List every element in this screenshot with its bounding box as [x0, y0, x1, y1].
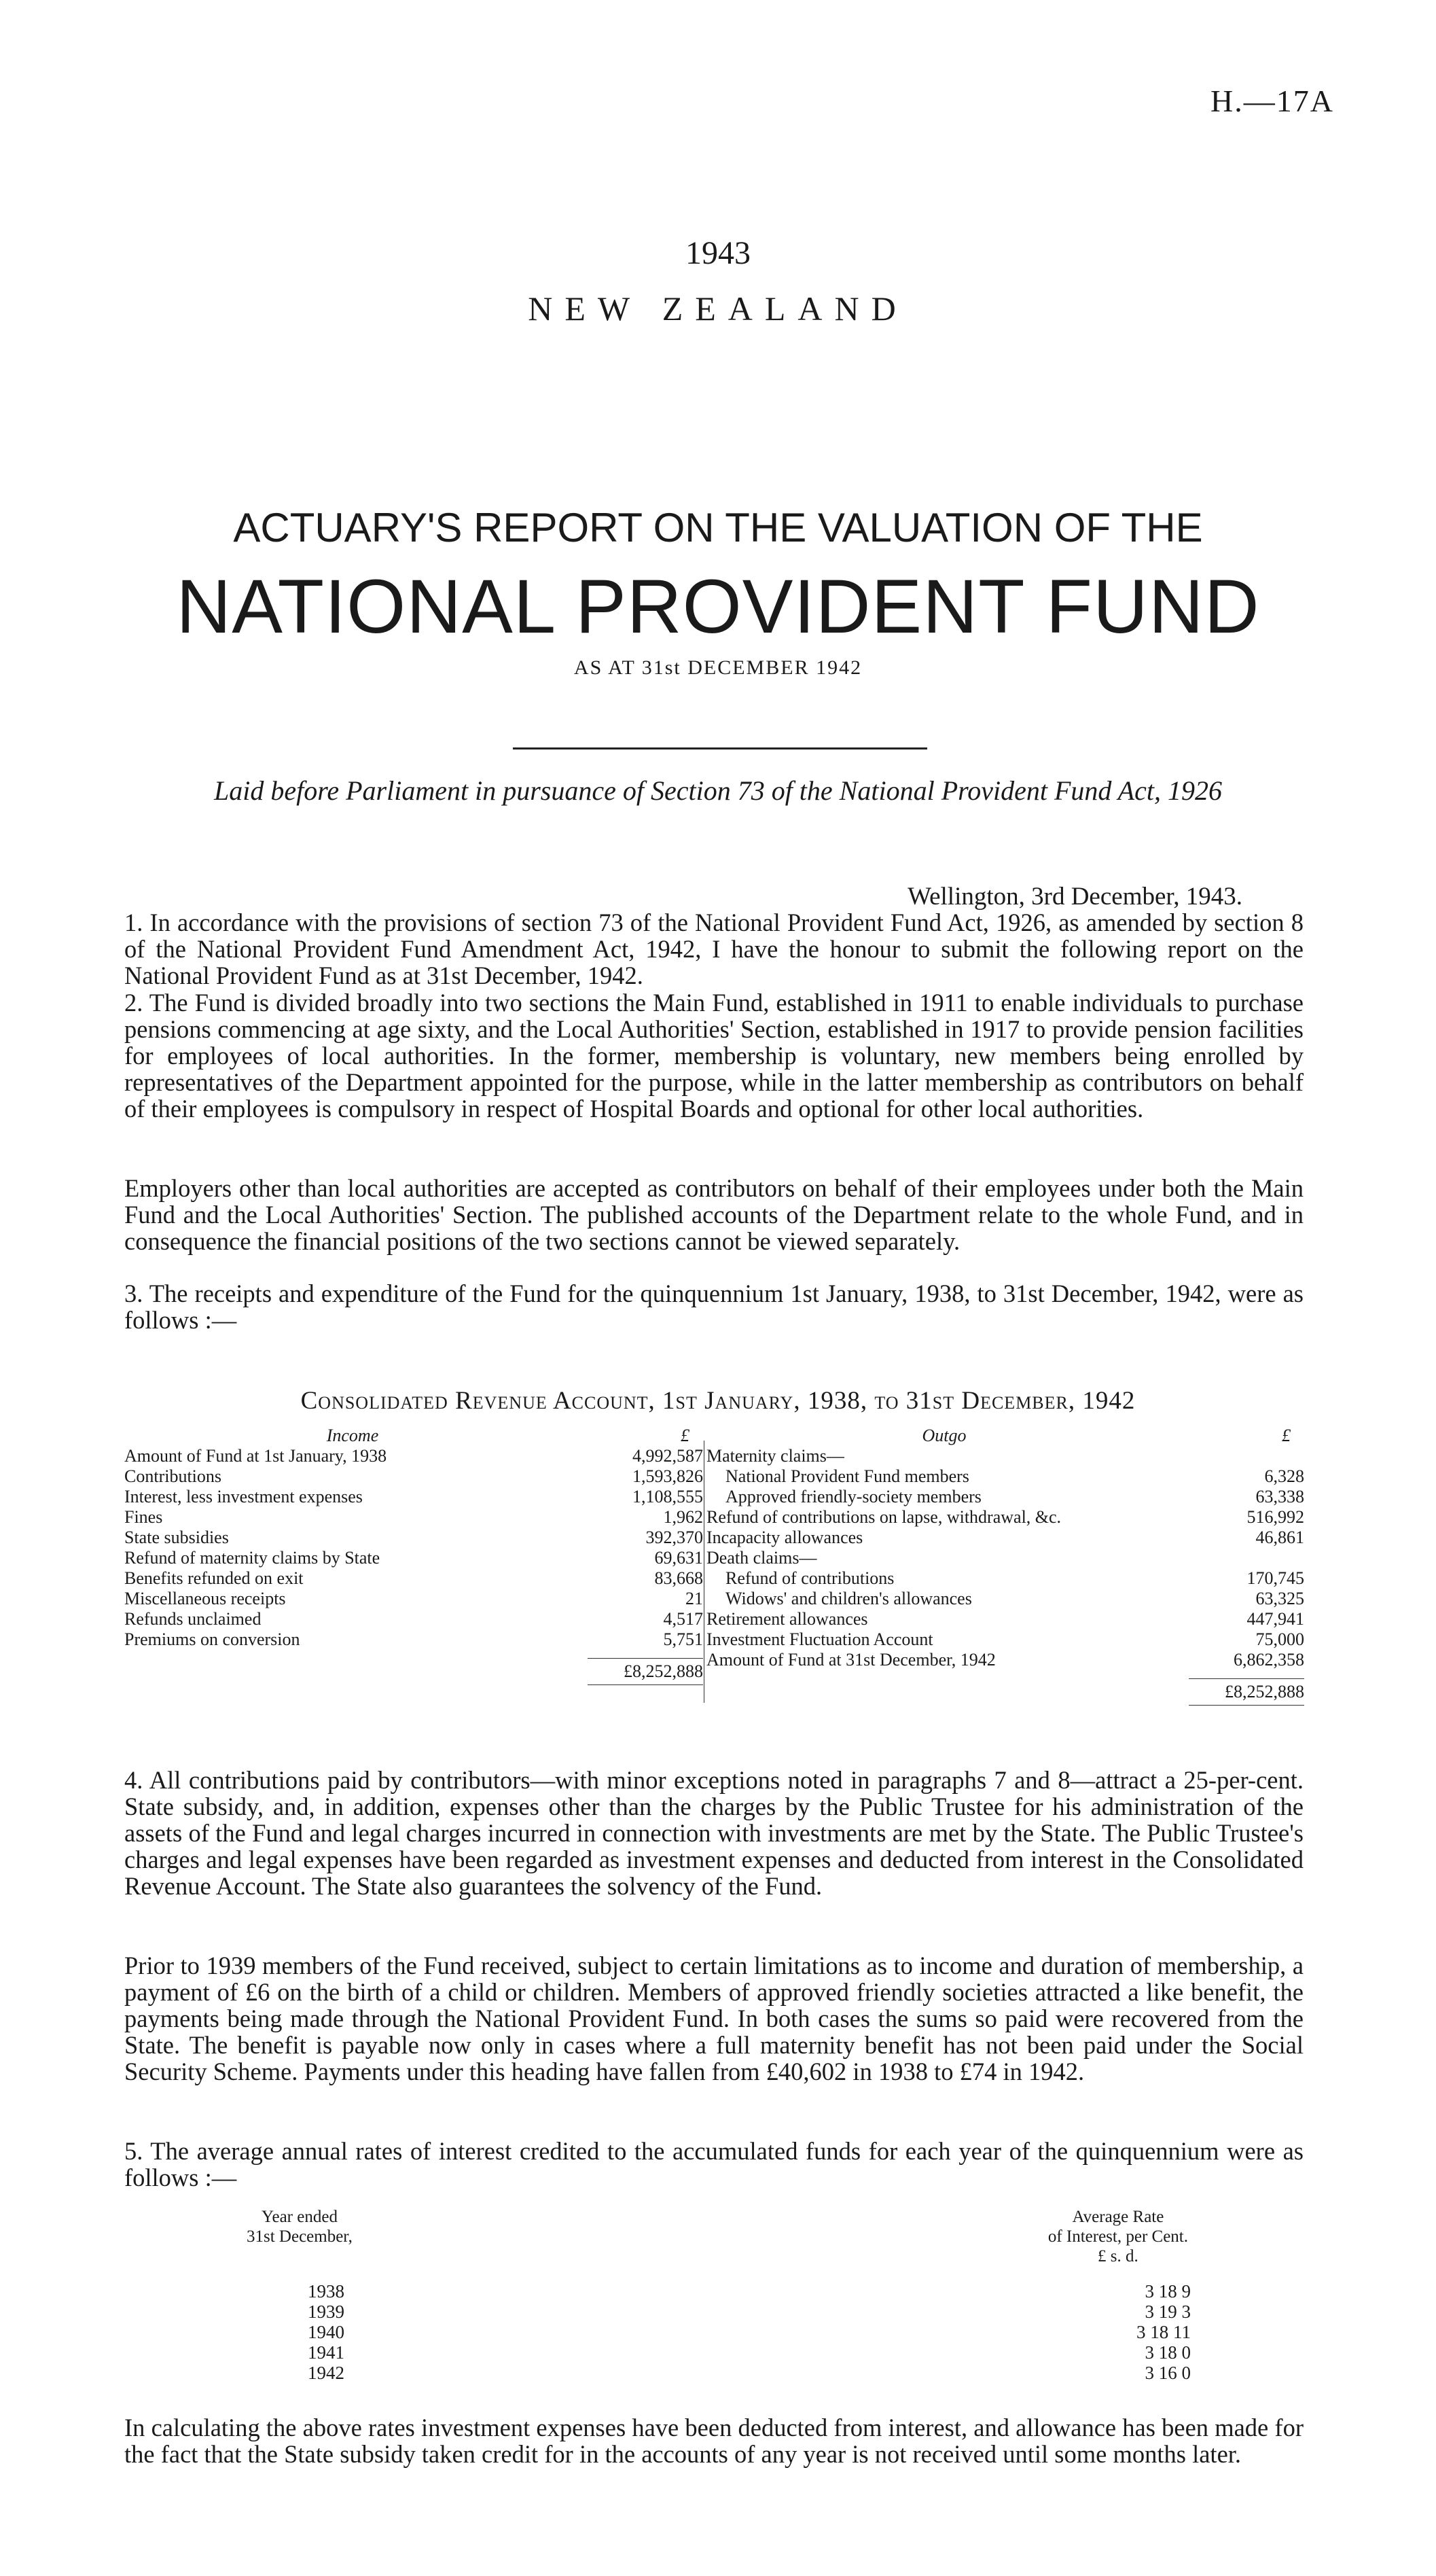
outgo-label: Death claims— [706, 1548, 817, 1568]
income-currency: £ [681, 1426, 689, 1445]
income-label: Miscellaneous receipts [124, 1589, 286, 1608]
paragraph-4: 4. All contributions paid by contributors—with minor exceptions noted in paragraphs 7 and 8—attract a 25-per-cent. State subsidy, and, in addition, expenses other than the charges by the Public Trustee for his administration of the assets of the Fund and legal charges incurred in connection with investments are met by the State. The Public Trustee's charges and legal expenses have been regarded as investment expenses and deducted from interest in the Consolidated Revenue Account. The State also guarantees the solvency of the Fund. [124, 1766, 1304, 1900]
outgo-label: Approved friendly-society members [725, 1487, 982, 1506]
income-row [124, 1589, 703, 1609]
outgo-label: National Provident Fund members [725, 1466, 969, 1486]
outgo-table [706, 1426, 1304, 1706]
outgo-row [706, 1548, 1304, 1568]
income-row [124, 1629, 703, 1650]
outgo-label: Investment Fluctuation Account [706, 1629, 933, 1649]
outgo-amount: 516,992 [1246, 1507, 1304, 1527]
outgo-amount [1196, 1548, 1304, 1568]
income-table [124, 1426, 703, 1685]
outgo-amount: 6,862,358 [1234, 1650, 1304, 1670]
outgo-rows [706, 1446, 1304, 1670]
income-label: Refunds unclaimed [124, 1609, 262, 1629]
rate-row [308, 2302, 1191, 2322]
paragraph-4-continued: Prior to 1939 members of the Fund received, subject to certain limitations as to income and duration of membership, a payment of £6 on the birth of a child or children. Members of approved friendly societies attracted a like benefit, the payments being made through the National Provident Fund. In both cases the sums so paid were recovered from the State. The benefit is payable now only in cases where a full maternity benefit has not been paid under the Social Security Scheme. Payments under this heading have fallen from £40,602 in 1938 to £74 in 1942. [124, 1952, 1304, 2085]
income-row [124, 1446, 703, 1466]
income-amount: 5,751 [663, 1629, 703, 1649]
year-heading-line2: 31st December, [247, 2227, 353, 2246]
rate-year: 1941 [308, 2342, 344, 2363]
income-label: Refund of maternity claims by State [124, 1548, 380, 1568]
income-row [124, 1548, 703, 1568]
outgo-row [706, 1466, 1304, 1487]
paragraph-2-continued: Employers other than local authorities are accepted as contributors on behalf of their employees under both the Main Fund and the Local Authorities' Section. The published accounts of the Department relate to the whole Fund, and in consequence the financial positions of the two sections cannot be viewed separately. [124, 1174, 1304, 1255]
paragraph-2: 2. The Fund is divided broadly into two sections the Main Fund, established in 1911 to enable individuals to purchase pensions commencing at age sixty, and the Local Authorities' Section, established in 1917 to provide pension facilities for employees of local authorities. In the former, membership is voluntary, new members being enrolled by representatives of the Department appointed for the purpose, while in the latter membership as contributors on behalf of their employees is compulsory in respect of Hospital Boards and optional for other local authorities. [124, 989, 1304, 1123]
outgo-heading: Outgo [922, 1426, 967, 1445]
outgo-label: Amount of Fund at 31st December, 1942 [706, 1650, 996, 1670]
year-column-heading [247, 2207, 353, 2246]
country-heading: NEW ZEALAND [528, 289, 908, 328]
rate-heading-line1: Average Rate [1072, 2208, 1164, 2226]
income-row [124, 1466, 703, 1487]
report-title-line1: ACTUARY'S REPORT ON THE VALUATION OF THE [233, 505, 1203, 550]
outgo-row [706, 1528, 1304, 1548]
outgo-amount [1196, 1446, 1304, 1466]
income-amount: 1,593,826 [632, 1466, 703, 1486]
income-label: Interest, less investment expenses [124, 1487, 363, 1506]
report-title-line2: NATIONAL PROVIDENT FUND [176, 564, 1260, 649]
income-row [124, 1568, 703, 1589]
income-row [124, 1528, 703, 1548]
paragraph-6: In calculating the above rates investment expenses have been deducted from interest, and allowance has been made for the fact that the State subsidy taken credit for in the accounts of any year is not received until some months later. [124, 2414, 1304, 2468]
rate-value: 3 19 3 [1145, 2301, 1191, 2322]
paragraph-3: 3. The receipts and expenditure of the Fund for the quinquennium 1st January, 1938, to 31st December, 1942, were as follows :— [124, 1280, 1304, 1334]
income-amount: 4,517 [663, 1609, 703, 1629]
income-amount: 83,668 [654, 1568, 703, 1588]
rate-row [308, 2282, 1191, 2301]
income-label: State subsidies [124, 1528, 229, 1547]
rate-row [308, 2363, 1191, 2383]
rate-value: 3 16 0 [1145, 2363, 1191, 2383]
income-amount: 1,962 [663, 1507, 703, 1527]
income-label: Amount of Fund at 1st January, 1938 [124, 1446, 387, 1466]
outgo-amount: 63,325 [1255, 1589, 1304, 1608]
title-divider [513, 747, 927, 749]
outgo-label: Refund of contributions [725, 1568, 895, 1588]
income-label: Benefits refunded on exit [124, 1568, 304, 1588]
income-label: Contributions [124, 1466, 222, 1486]
income-row [124, 1507, 703, 1528]
outgo-amount: 75,000 [1255, 1629, 1304, 1649]
paragraph-5: 5. The average annual rates of interest credited to the accumulated funds for each year of the quinquennium were as follows :— [124, 2137, 1304, 2191]
letter-place-date: Wellington, 3rd December, 1943. [908, 883, 1242, 911]
income-amount: 392,370 [645, 1528, 703, 1547]
income-row [124, 1487, 703, 1507]
outgo-row [706, 1629, 1304, 1650]
rate-year: 1940 [308, 2322, 344, 2342]
outgo-amount: 6,328 [1264, 1466, 1304, 1486]
income-amount: 4,992,587 [632, 1446, 703, 1466]
income-total: £8,252,888 [588, 1658, 703, 1685]
year-heading-line1: Year ended [261, 2208, 338, 2226]
outgo-header-row [706, 1426, 1304, 1446]
outgo-amount: 170,745 [1246, 1568, 1304, 1588]
valuation-date: AS AT 31st DECEMBER 1942 [573, 656, 863, 679]
income-amount: 21 [685, 1589, 703, 1608]
outgo-label: Widows' and children's allowances [725, 1589, 972, 1608]
paragraph-1: 1. In accordance with the provisions of section 73 of the National Provident Fund Act, 1926, as amended by section 8 of the National Provident Fund Amendment Act, 1942, I have the honour to submit the following report on the National Provident Fund as at 31st December, 1942. [124, 908, 1304, 989]
outgo-label: Incapacity allowances [706, 1528, 863, 1547]
outgo-row [706, 1609, 1304, 1629]
outgo-row [706, 1589, 1304, 1609]
rate-value: 3 18 0 [1145, 2342, 1191, 2363]
rate-units: £ s. d. [1098, 2247, 1138, 2265]
laid-before-note: Laid before Parliament in pursuance of Section 73 of the National Provident Fund Act, 1926 [214, 775, 1222, 806]
rate-value: 3 18 11 [1136, 2322, 1191, 2342]
outgo-currency: £ [1282, 1426, 1291, 1445]
account-title: Consolidated Revenue Account, 1st January, 1938, to 31st December, 1942 [300, 1387, 1136, 1415]
rate-heading-line2: of Interest, per Cent. [1047, 2227, 1188, 2246]
parliamentary-reference: H.—17A [1210, 84, 1334, 118]
rate-row [308, 2343, 1191, 2363]
income-amount: 69,631 [654, 1548, 703, 1568]
rate-year: 1938 [308, 2281, 344, 2301]
publication-year: 1943 [685, 235, 751, 271]
rate-year: 1939 [308, 2301, 344, 2322]
outgo-row [706, 1650, 1304, 1670]
income-header-row [124, 1426, 703, 1446]
outgo-label: Refund of contributions on lapse, withdrawal, &c. [706, 1507, 1062, 1527]
outgo-label: Retirement allowances [706, 1609, 868, 1629]
outgo-amount: 447,941 [1246, 1609, 1304, 1629]
outgo-amount: 63,338 [1255, 1487, 1304, 1506]
rate-value: 3 18 9 [1145, 2281, 1191, 2301]
outgo-row [706, 1568, 1304, 1589]
income-label: Fines [124, 1507, 163, 1527]
outgo-total: £8,252,888 [1189, 1678, 1304, 1706]
income-heading: Income [326, 1426, 379, 1445]
income-amount: 1,108,555 [632, 1487, 703, 1506]
outgo-row [706, 1507, 1304, 1528]
income-rows [124, 1446, 703, 1650]
rate-year: 1942 [308, 2363, 344, 2383]
outgo-label: Maternity claims— [706, 1446, 844, 1466]
rate-row [308, 2323, 1191, 2342]
outgo-amount: 46,861 [1255, 1528, 1304, 1547]
outgo-row [706, 1487, 1304, 1507]
outgo-row [706, 1446, 1304, 1466]
income-label: Premiums on conversion [124, 1629, 300, 1649]
income-row [124, 1609, 703, 1629]
rate-column-heading [1048, 2207, 1188, 2266]
